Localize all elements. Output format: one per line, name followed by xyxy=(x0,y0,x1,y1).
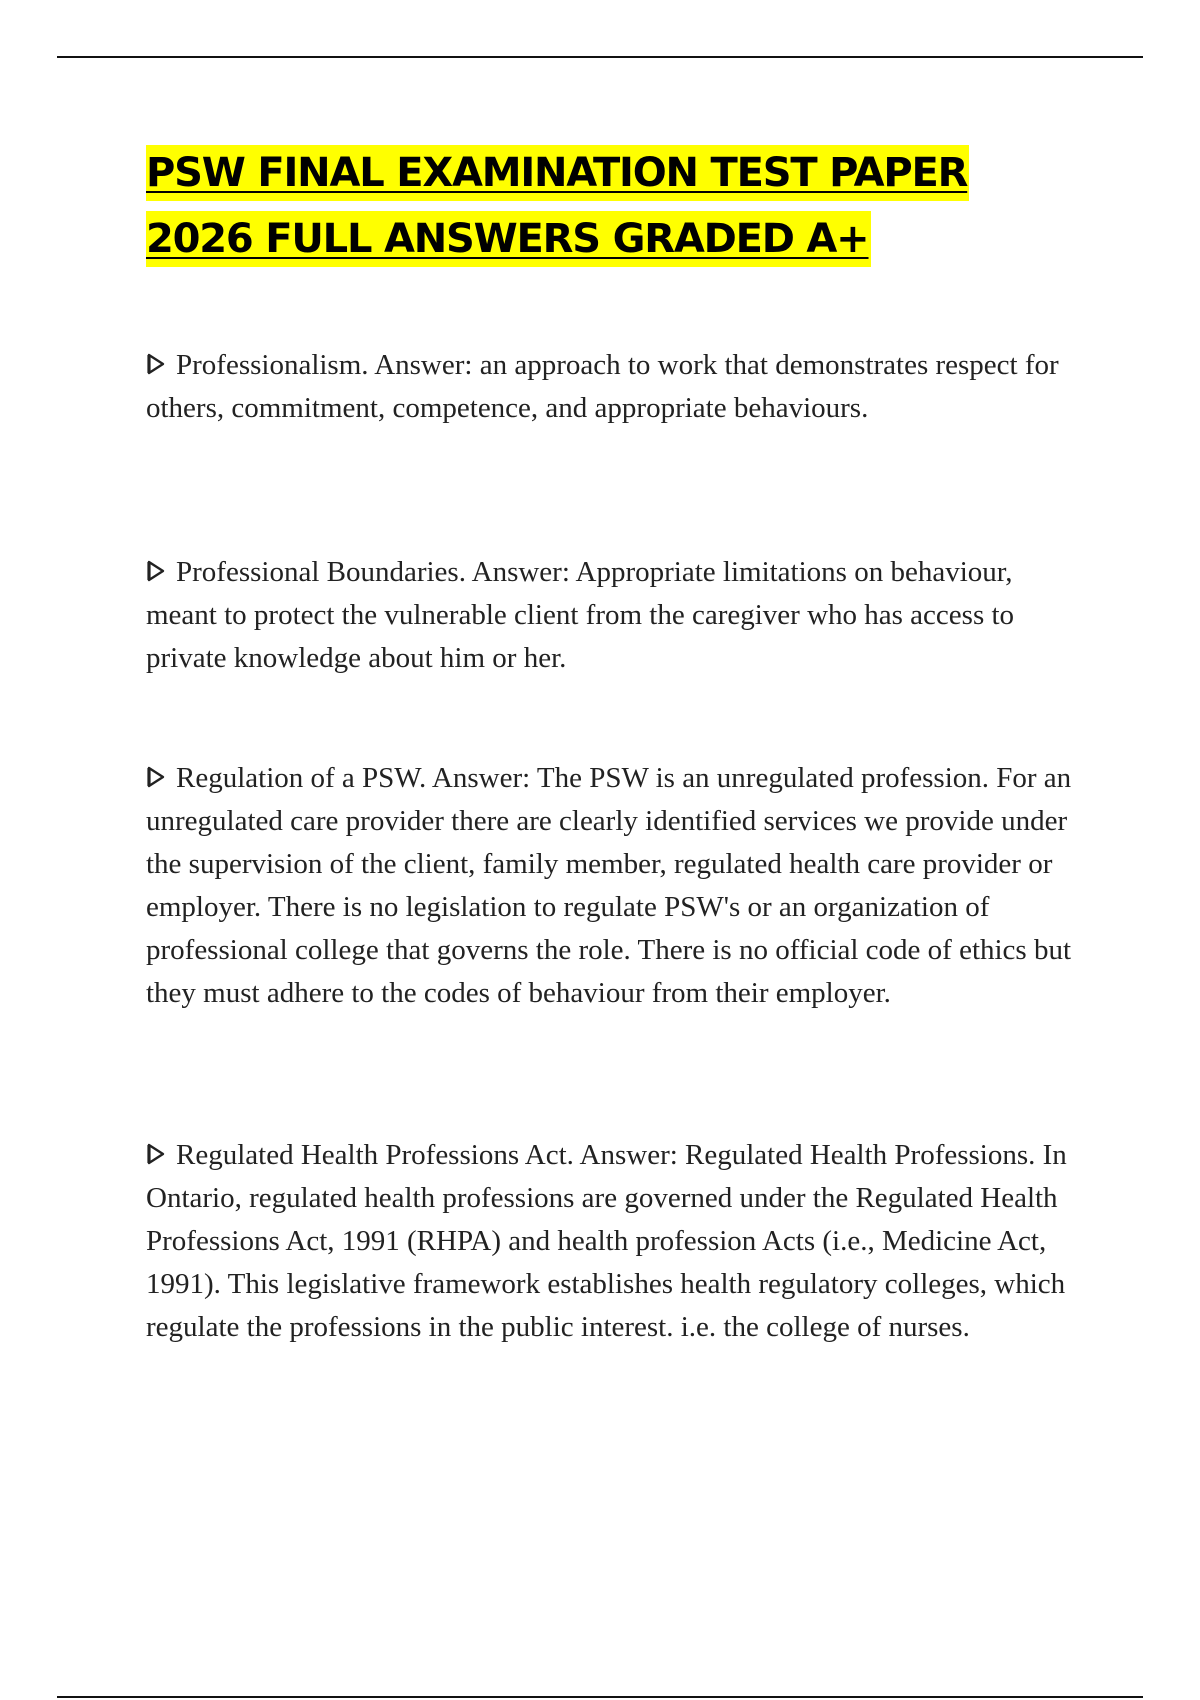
triangle-right-outline-icon xyxy=(146,1142,166,1166)
top-rule xyxy=(57,56,1143,58)
triangle-right-outline-icon xyxy=(146,559,166,583)
qa-answer: Answer: Appropriate limitations on behaviour, meant to protect the vulnerable client from the caregiver who has access to private knowledge about him or her. xyxy=(146,556,1015,674)
qa-answer: Answer: The PSW is an unregulated profession. For an unregulated care provider there are clearly identified services we provide under the supervision of the client, family member, regulated health care provider or employer. There is no legislation to regulate PSW's or an organization of professional college that governs the role. There is no official code of ethics but they must adhere to the codes of behaviour from their employer. xyxy=(146,762,1072,1009)
qa-term: Regulation of a PSW. xyxy=(176,762,427,794)
triangle-right-outline-icon xyxy=(146,352,166,376)
qa-entry-professional-boundaries xyxy=(146,551,1086,680)
qa-term: Regulated Health Professions Act. xyxy=(176,1139,574,1171)
triangle-right-outline-icon xyxy=(146,765,166,789)
qa-answer: Answer: an approach to work that demonstrates respect for others, commitment, competence, and appropriate behaviours. xyxy=(146,349,1059,424)
qa-entry-professionalism xyxy=(146,344,1086,430)
title-line-2: 2026 FULL ANSWERS GRADED A+ xyxy=(146,211,871,267)
qa-term: Professional Boundaries. xyxy=(176,556,466,588)
bottom-rule xyxy=(57,1696,1143,1698)
qa-term: Professionalism. xyxy=(176,349,369,381)
title-line-1: PSW FINAL EXAMINATION TEST PAPER xyxy=(146,145,969,201)
qa-entry-regulation-of-psw xyxy=(146,757,1086,1015)
page-title xyxy=(146,140,1086,272)
qa-answer: Answer: Regulated Health Professions. In Ontario, regulated health professions are governed under the Regulated Health Professions Act, 1991 (RHPA) and health profession Acts (i.e., Medicine Act, 1991). This legislative framework establishes health regulatory colleges, which regulate the professions in the public interest. i.e. the college of nurses. xyxy=(146,1139,1067,1343)
qa-entry-rhpa xyxy=(146,1134,1086,1349)
